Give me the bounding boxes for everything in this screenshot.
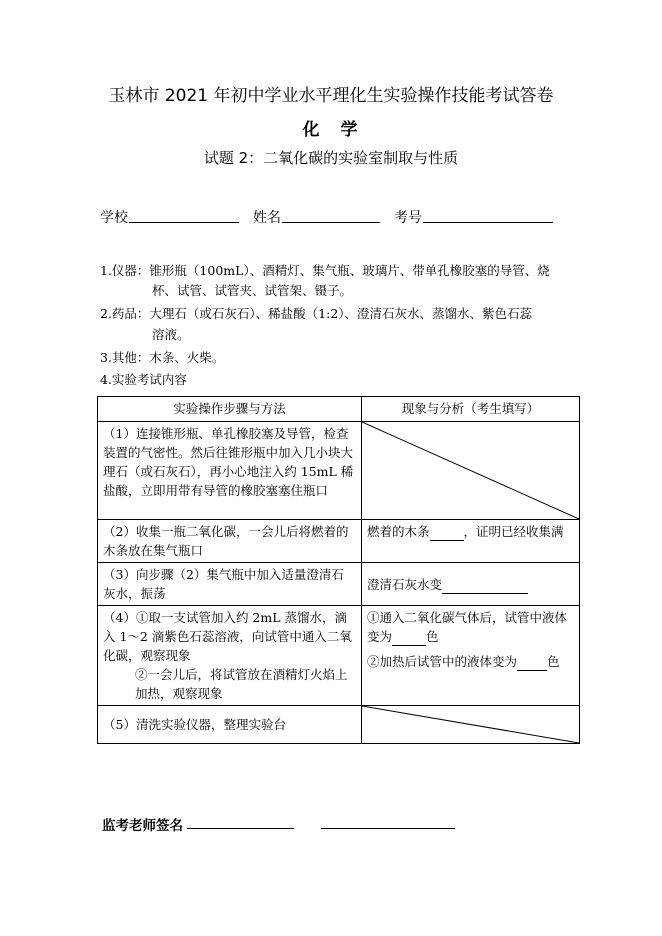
page-title: 玉林市 2021 年初中学业水平理化生实验操作技能考试答卷 <box>108 86 554 106</box>
observation-2-text-b: ，证明已经收集满 <box>463 524 564 539</box>
observation-4-part-b <box>367 652 575 671</box>
reagents-line-1: 2.药品：大理石（或石灰石）、稀盐酸（1:2）、澄清石灰水、蒸馏水、紫色石蕊 <box>100 306 533 321</box>
table-row <box>98 422 580 520</box>
table-row <box>98 606 580 706</box>
school-label: 学校 <box>100 210 128 226</box>
step-5: （5）清洗实验仪器，整理实验台 <box>98 706 362 744</box>
table-header-row <box>98 397 580 422</box>
observation-3 <box>362 563 580 606</box>
exam-no-label: 考号 <box>394 210 422 226</box>
header-observations: 现象与分析（考生填写） <box>362 397 580 422</box>
apparatus-line-2: 杯、试管、试管夹、试管架、镊子。 <box>152 283 353 298</box>
observation-3-blank[interactable] <box>442 579 528 594</box>
table-row <box>98 563 580 606</box>
step-3: （3）向步骤（2）集气瓶中加入适量澄清石灰水，振荡 <box>98 563 362 606</box>
observation-2-text-a: 燃着的木条 <box>367 524 430 539</box>
observation-4b-end: 色 <box>547 654 560 669</box>
diagonal-line <box>362 422 579 519</box>
observation-2 <box>362 520 580 563</box>
content-heading: 4.实验考试内容 <box>100 372 187 387</box>
subject-title: 化 学 <box>302 120 360 140</box>
observation-4b-blank[interactable] <box>517 656 547 671</box>
signature-label: 监考老师签名 <box>102 818 183 834</box>
observation-4a-end: 色 <box>426 629 439 644</box>
others-line: 3.其他：木条、火柴。 <box>100 350 225 365</box>
step-1: （1）连接锥形瓶、单孔橡胶塞及导管，检查装置的气密性。然后往锥形瓶中加入几小块大理石（或石灰石），再小心地注入约 15mL 稀盐酸，立即用带有导管的橡胶塞塞住瓶口 <box>98 422 362 520</box>
observation-5-crossed <box>362 706 580 744</box>
observation-4a-text: ①通入二氧化碳气体后，试管中液体变为 <box>367 610 568 644</box>
signature-field-2[interactable] <box>321 828 455 829</box>
name-field[interactable] <box>282 222 380 223</box>
reagents-line-2: 溶液。 <box>152 327 190 342</box>
observation-4a-blank[interactable] <box>392 631 426 646</box>
exam-no-field[interactable] <box>423 222 553 223</box>
topic-title: 试题 2：二氧化碳的实验室制取与性质 <box>203 149 459 167</box>
table-row <box>98 520 580 563</box>
header-steps: 实验操作步骤与方法 <box>98 397 362 422</box>
experiment-table <box>97 396 580 744</box>
step-4 <box>98 606 362 706</box>
observation-4-part-a <box>367 608 575 646</box>
name-label: 姓名 <box>253 210 281 226</box>
observation-4b-text: ②加热后试管中的液体变为 <box>367 654 518 669</box>
observation-3-text: 澄清石灰水变 <box>367 576 443 592</box>
diagonal-line <box>362 706 579 743</box>
apparatus-line-1: 1.仪器：锥形瓶（100mL）、酒精灯、集气瓶、玻璃片、带单孔橡胶塞的导管、烧 <box>100 263 550 278</box>
step-4-part-b: ②一会儿后，将试管放在酒精灯火焰上加热，观察现象 <box>135 667 348 701</box>
observation-2-blank[interactable] <box>430 526 464 541</box>
step-4-part-a: （4）①取一支试管加入约 2mL 蒸馏水，滴入 1～2 滴紫色石蕊溶液，向试管中通入二氧化碳，观察现象 <box>103 610 352 663</box>
table-row <box>98 706 580 744</box>
signature-field-1[interactable] <box>187 828 294 829</box>
step-2: （2）收集一瓶二氧化碳，一会儿后将燃着的木条放在集气瓶口 <box>98 520 362 563</box>
observation-1-crossed <box>362 422 580 520</box>
observation-4 <box>362 606 580 706</box>
school-field[interactable] <box>129 222 239 223</box>
